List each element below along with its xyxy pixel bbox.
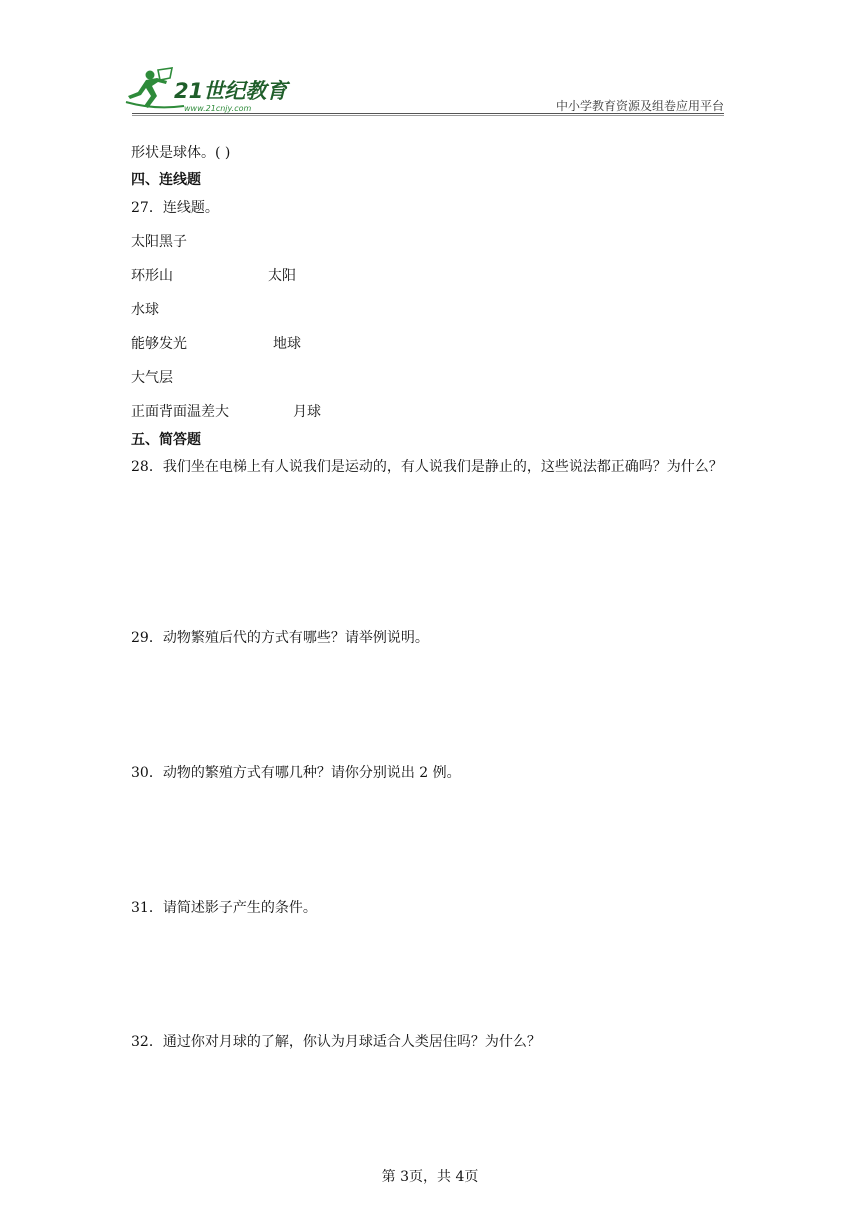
- header-divider: [132, 113, 724, 114]
- logo-url: www.21cnjy.com: [184, 104, 252, 113]
- match-right-item: 地球: [273, 336, 301, 352]
- match-right-item: 太阳: [268, 268, 296, 284]
- question-31: 31．请简述影子产生的条件。: [131, 900, 317, 916]
- question-32: 32．通过你对月球的了解，你认为月球适合人类居住吗？为什么？: [131, 1034, 541, 1050]
- logo-text: 21世纪教育: [174, 79, 288, 103]
- header-divider-thin: [132, 115, 724, 116]
- section-4-title: 四、连线题: [131, 172, 201, 188]
- site-logo: [124, 66, 294, 114]
- match-left-item: 环形山: [131, 268, 173, 284]
- question-28: 28．我们坐在电梯上有人说我们是运动的，有人说我们是静止的，这些说法都正确吗？为什么？: [131, 459, 723, 475]
- question-30: 30．动物的繁殖方式有哪几种？请你分别说出 2 例。: [131, 765, 461, 781]
- question-27: 27．连线题。: [131, 200, 219, 216]
- match-left-item: 水球: [131, 302, 159, 318]
- match-left-item: 能够发光: [131, 336, 187, 352]
- match-left-item: 太阳黑子: [131, 234, 187, 250]
- match-left-item: 正面背面温差大: [131, 404, 229, 420]
- question-29: 29．动物繁殖后代的方式有哪些？请举例说明。: [131, 630, 429, 646]
- logo-graphic: [124, 66, 294, 114]
- match-left-item: 大气层: [131, 370, 173, 386]
- section-5-title: 五、简答题: [131, 432, 201, 448]
- page-number: 第 3页，共 4页: [381, 1169, 479, 1185]
- match-right-item: 月球: [293, 404, 321, 420]
- header-platform-name: 中小学教育资源及组卷应用平台: [555, 99, 724, 113]
- carryover-line: 形状是球体。( ): [131, 145, 231, 161]
